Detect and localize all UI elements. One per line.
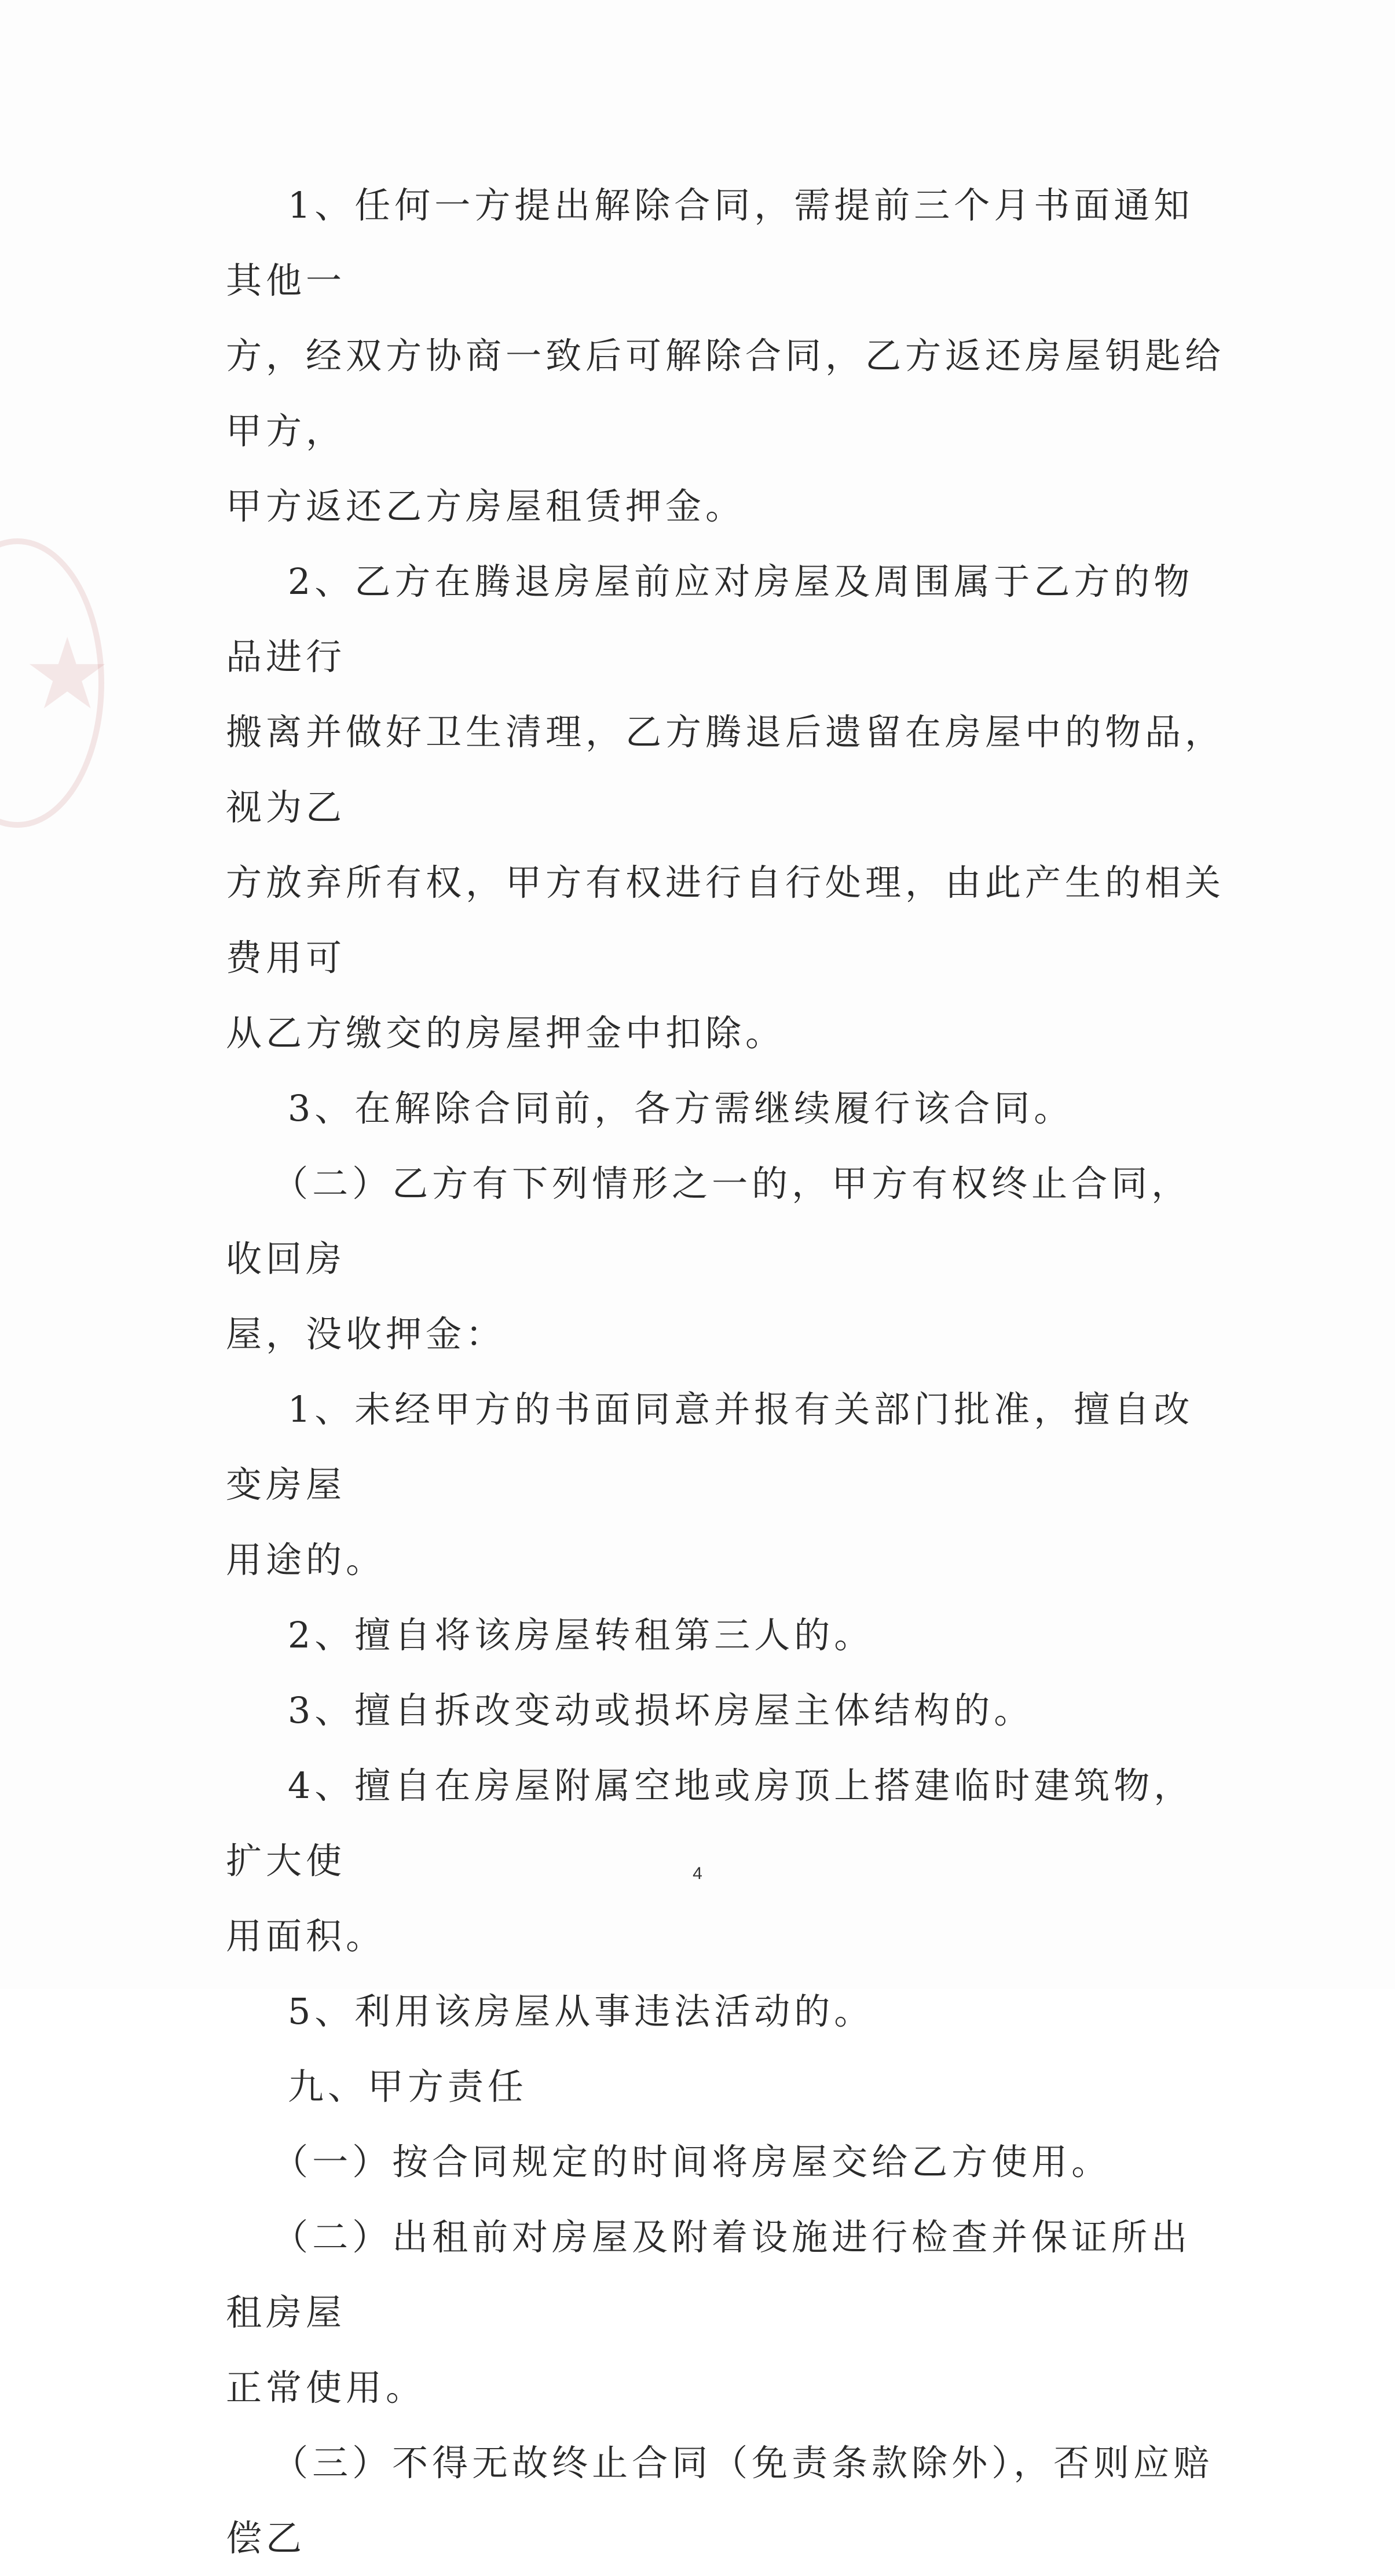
text-line: 屋，没收押金： bbox=[226, 1313, 506, 1355]
text-line: 甲方返还乙方房屋租赁押金。 bbox=[226, 485, 746, 527]
text-line: 3、在解除合同前，各方需继续履行该合同。 bbox=[226, 1087, 1074, 1129]
text-line: 搬离并做好卫生清理，乙方腾退后遗留在房屋中的物品，视为乙 bbox=[226, 711, 1225, 828]
text-line: 2、乙方在腾退房屋前应对房屋及周围属于乙方的物品进行 bbox=[226, 560, 1194, 678]
text-line: 2、擅自将该房屋转租第三人的。 bbox=[226, 1614, 874, 1656]
contract-body bbox=[226, 168, 1228, 2576]
text-line: 方放弃所有权，甲方有权进行自行处理，由此产生的相关费用可 bbox=[226, 861, 1225, 979]
text-line: 用途的。 bbox=[226, 1539, 386, 1581]
text-line: 方，经双方协商一致后可解除合同，乙方返还房屋钥匙给甲方， bbox=[226, 335, 1225, 452]
text-line: 1、未经甲方的书面同意并报有关部门批准，擅自改变房屋 bbox=[226, 1388, 1194, 1506]
text-line: （二）乙方有下列情形之一的，甲方有权终止合同，收回房 bbox=[226, 1162, 1192, 1280]
text-line: 1、任何一方提出解除合同，需提前三个月书面通知其他一 bbox=[226, 184, 1194, 302]
text-line: （二）出租前对房屋及附着设施进行检查并保证所出租房屋 bbox=[226, 2216, 1192, 2333]
text-line: 九、甲方责任 bbox=[226, 2065, 528, 2108]
text-line: 从乙方缴交的房屋押金中扣除。 bbox=[226, 1012, 786, 1054]
seal-star-icon: ★ bbox=[23, 617, 112, 732]
text-line: 3、擅自拆改变动或损坏房屋主体结构的。 bbox=[226, 1689, 1034, 1731]
text-line: 用面积。 bbox=[226, 1915, 386, 1957]
text-line: （一）按合同规定的时间将房屋交给乙方使用。 bbox=[226, 2141, 1112, 2183]
text-line: 正常使用。 bbox=[226, 2366, 426, 2409]
page-number: 4 bbox=[693, 1864, 702, 1883]
text-line: 5、利用该房屋从事违法活动的。 bbox=[226, 1990, 874, 2032]
text-line: （三）不得无故终止合同（免责条款除外），否则应赔偿乙 bbox=[226, 2442, 1214, 2559]
text-line: 4、擅自在房屋附属空地或房顶上搭建临时建筑物，扩大使 bbox=[226, 1764, 1194, 1882]
